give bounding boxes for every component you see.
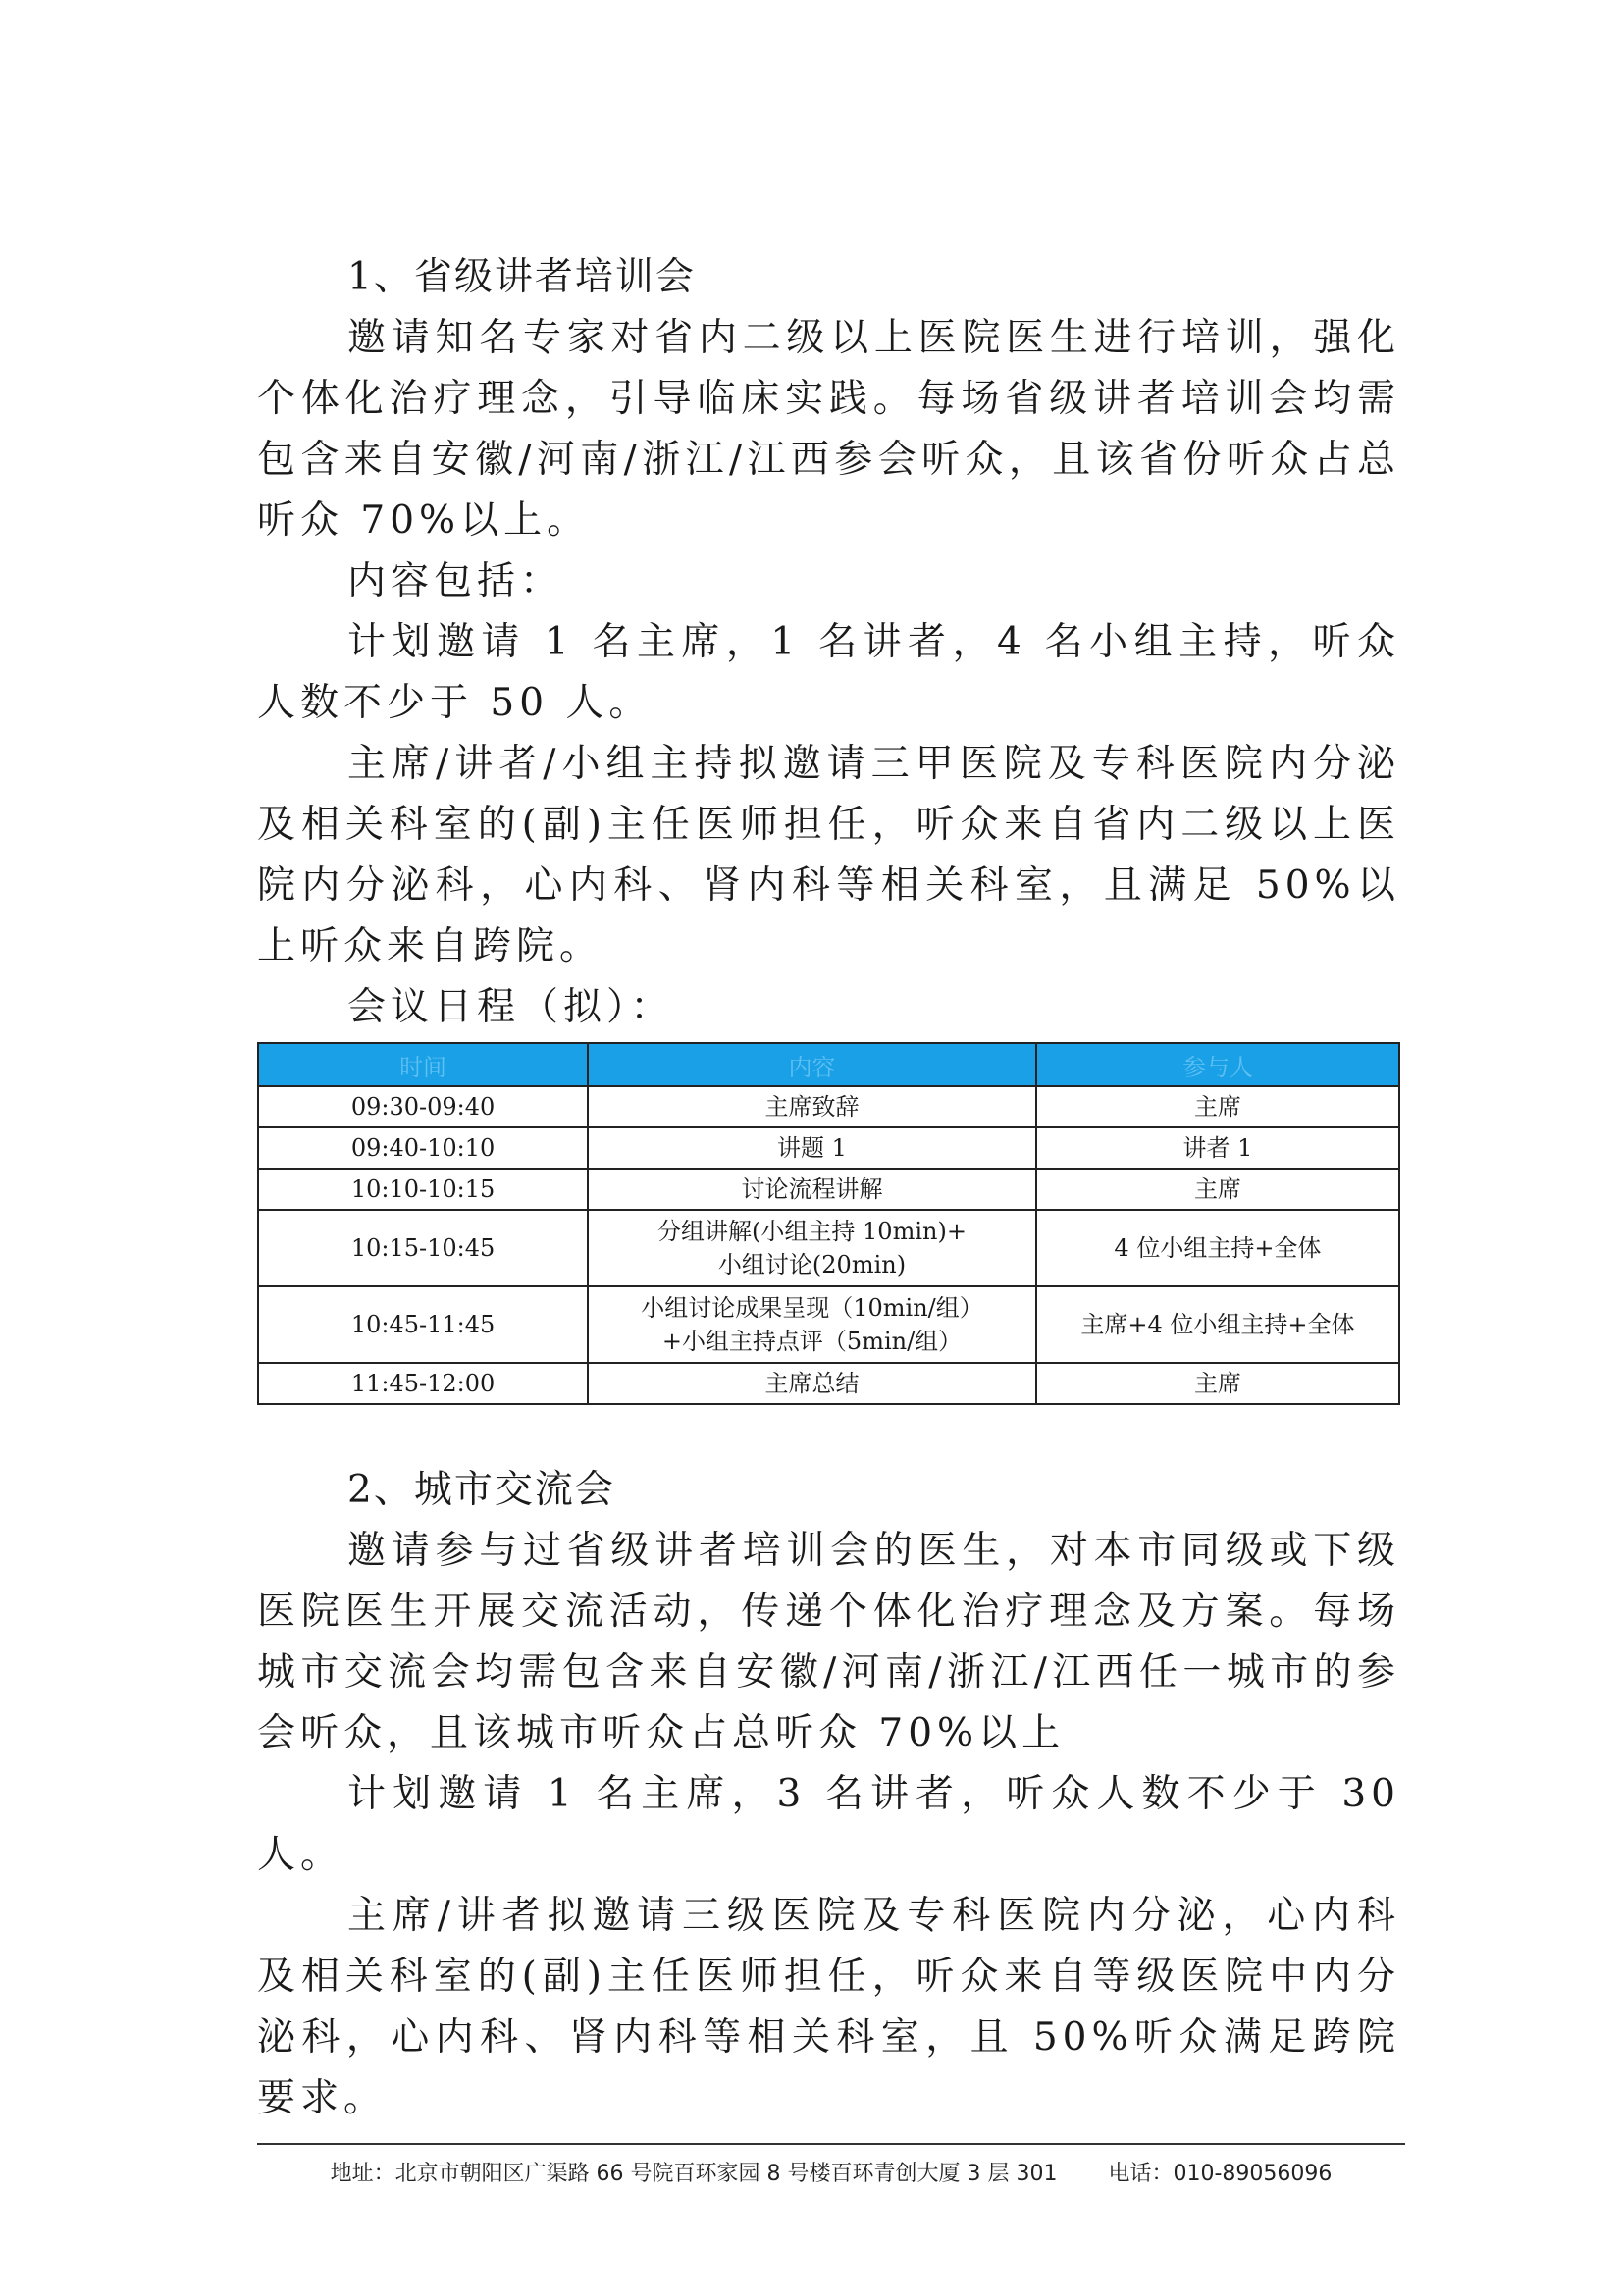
header-participants: 参与人: [1036, 1043, 1399, 1086]
section2-intro: 邀请参与过省级讲者培训会的医生，对本市同级或下级医院医生开展交流活动，传递个体化治疗理念及方案。每场城市交流会均需包含来自安徽/河南/浙江/江西任一城市的参会听众，且该城市听众占总听众 70%以上: [257, 1529, 1400, 1755]
footer-address: 地址：北京市朝阳区广渠路 66 号院百环家园 8 号楼百环青创大厦 3 层 301: [330, 2162, 1058, 2186]
section2-roles: 主席/讲者拟邀请三级医院及专科医院内分泌，心内科及相关科室的(副)主任医师担任，听众来自等级医院中内分泌科，心内科、肾内科等相关科室，且 50%听众满足跨院要求。: [257, 1894, 1400, 2120]
row-content: [588, 1169, 1036, 1210]
table-row: [258, 1169, 1399, 1210]
row-content: [588, 1210, 1036, 1286]
section2-heading: 2、城市交流会: [347, 1468, 615, 1512]
row-time: 10:15-10:45: [258, 1210, 588, 1286]
footer: [257, 2157, 1405, 2187]
row-time: 09:30-09:40: [258, 1086, 588, 1127]
schedule-header-row: [258, 1043, 1399, 1086]
row-content-line: 主席致辞: [764, 1093, 860, 1121]
header-content: 内容: [588, 1043, 1036, 1086]
row-content: [588, 1086, 1036, 1127]
row-content: [588, 1286, 1036, 1363]
table-row: [258, 1086, 1399, 1127]
row-content: [588, 1127, 1036, 1169]
row-participants: 主席: [1036, 1169, 1399, 1210]
footer-phone: 电话：010-89056096: [1108, 2162, 1333, 2186]
row-time: 11:45-12:00: [258, 1363, 588, 1404]
header-time: 时间: [258, 1043, 588, 1086]
row-time: 09:40-10:10: [258, 1127, 588, 1169]
row-time: 10:10-10:15: [258, 1169, 588, 1210]
table-row: [258, 1286, 1399, 1363]
table-row: [258, 1363, 1399, 1404]
row-content-line: 小组讨论(20min): [717, 1251, 907, 1278]
row-content-line: 小组讨论成果呈现（10min/组）: [641, 1294, 983, 1322]
section1-intro: 邀请知名专家对省内二级以上医院医生进行培训，强化个体化治疗理念，引导临床实践。每场省级讲者培训会均需包含来自安徽/河南/浙江/江西参会听众，且该省份听众占总听众 70%以上。: [257, 316, 1400, 543]
row-participants: 讲者 1: [1036, 1127, 1399, 1169]
table-row: [258, 1127, 1399, 1169]
schedule-table: [257, 1042, 1400, 1405]
schedule-label: 会议日程（拟）：: [347, 985, 674, 1029]
row-content-line: 讨论流程讲解: [741, 1175, 883, 1203]
section2: [257, 1460, 1400, 2129]
section1-roles: 主席/讲者/小组主持拟邀请三甲医院及专科医院内分泌及相关科室的(副)主任医师担任，听众来自省内二级以上医院内分泌科，心内科、肾内科等相关科室，且满足 50%以上听众来自跨院。: [257, 742, 1400, 968]
section2-plan: 计划邀请 1 名主席，3 名讲者，听众人数不少于 30 人。: [257, 1772, 1400, 1877]
row-content-line: 主席总结: [764, 1370, 860, 1397]
row-participants: 主席+4 位小组主持+全体: [1036, 1286, 1399, 1363]
row-content: [588, 1363, 1036, 1404]
row-participants: 4 位小组主持+全体: [1036, 1210, 1399, 1286]
row-content-line: 分组讲解(小组主持 10min)+: [657, 1218, 967, 1245]
row-participants: 主席: [1036, 1363, 1399, 1404]
table-row: [258, 1210, 1399, 1286]
section1-content-label: 内容包括：: [347, 559, 564, 603]
row-participants: 主席: [1036, 1086, 1399, 1127]
footer-divider: [257, 2143, 1405, 2145]
row-time: 10:45-11:45: [258, 1286, 588, 1363]
section1-heading: 1、省级讲者培训会: [347, 255, 696, 299]
row-content-line: 讲题 1: [777, 1134, 847, 1162]
row-content-line: +小组主持点评（5min/组）: [661, 1328, 963, 1355]
page-content: [257, 247, 1400, 2129]
section1-plan: 计划邀请 1 名主席，1 名讲者，4 名小组主持，听众人数不少于 50 人。: [257, 620, 1400, 725]
